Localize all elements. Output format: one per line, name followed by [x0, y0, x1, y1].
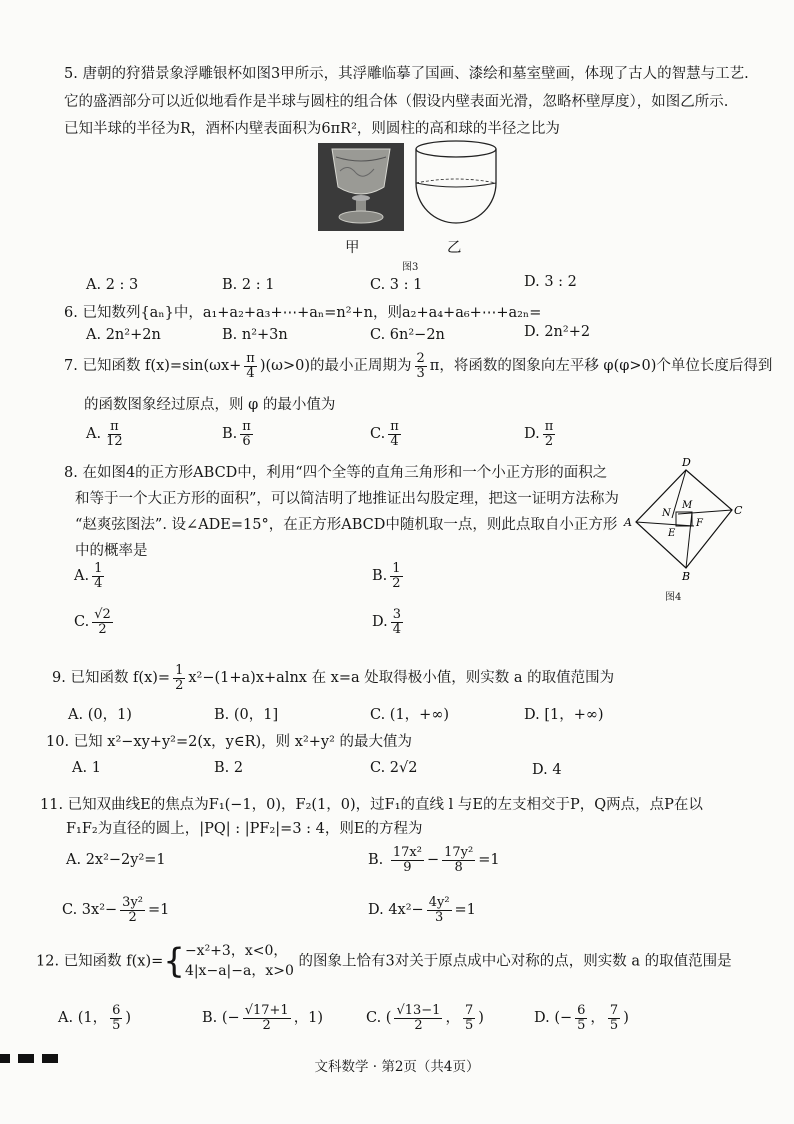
q11-line1: 11. 已知双曲线E的焦点为F₁(−1，0)，F₂(1，0)，过F₁的直线 l 与E的左支相交于P，Q两点，点P在以: [40, 797, 703, 813]
q10-option-d: D. 4: [532, 762, 562, 778]
q10-stem: 10. 已知 x²−xy+y²=2(x，y∈R)，则 x²+y² 的最大值为: [46, 734, 413, 750]
q7-number: 7.: [64, 358, 78, 375]
q10-option-b: B. 2: [214, 760, 244, 776]
q6-option-a: A. 2n²+2n: [86, 327, 161, 343]
figure4-zhao-shuang-diagram: [620, 456, 750, 584]
q5-line2: 它的盛酒部分可以近似地看作是半球与圆柱的组合体（假设内壁表面光滑，忽略杯壁厚度），如图乙所示.: [64, 94, 729, 110]
label-m: M: [682, 500, 693, 511]
q9-stem: 9. 已知函数 f(x)= $\frac{1}{2}$ x²−(1+a)x+alnx 在 x=a 处取得极小值，则实数 a 的取值范围为: [52, 663, 615, 693]
label-d: D: [682, 456, 691, 469]
q7-frac-pi-4: $\frac{\pi}{4}$: [246, 351, 255, 381]
q5-option-d: D. 3 : 2: [524, 274, 577, 290]
q7-option-b: B. $\frac{\pi}{6}$: [222, 419, 251, 449]
q12-option-d: D. (− $\frac{6}{5}$ ， $\frac{7}{5}$ ): [534, 1003, 629, 1033]
q12-option-b: B. (− $\frac{√17+1}{2}$ ，1): [202, 1003, 324, 1033]
q7-option-d: D. $\frac{\pi}{2}$: [524, 419, 554, 449]
q6-option-d: D. 2n²+2: [524, 324, 591, 340]
q5-option-b: B. 2 : 1: [222, 277, 275, 293]
q7-text-b: )(ω>0)的最小正周期为: [259, 358, 412, 375]
q8-line1: [64, 461, 607, 482]
label-jia: 甲: [345, 240, 360, 256]
q6-option-b: B. n²+3n: [222, 327, 288, 343]
q5-line3: 已知半球的半径为R，酒杯内壁表面积为6πR²，则圆柱的高和球的半径之比为: [64, 121, 560, 137]
q6-option-c: C. 6n²−2n: [370, 327, 445, 343]
q10-option-a: A. 1: [72, 760, 101, 776]
q12-option-a: A. (1， $\frac{6}{5}$ ): [58, 1003, 132, 1033]
q12-option-c: C. ( $\frac{√13-1}{2}$ ， $\frac{7}{5}$ ): [366, 1003, 484, 1033]
q12-piecewise: −x²+3，x<0， 4|x−a|−a，x>0: [184, 943, 294, 979]
q8-text-1: 在如图4的正方形ABCD中，利用“四个全等的直角三角形和一个小正方形的面积之: [82, 465, 608, 481]
label-c: C: [734, 504, 743, 517]
q9-option-a: A. (0，1): [68, 707, 132, 723]
q8-option-b: B. $\frac{1}{2}$: [372, 561, 401, 591]
q6-stem: [64, 301, 541, 322]
q8-line2: 和等于一个大正方形的面积”，可以简洁明了地推证出勾股定理，把这一证明方法称为: [75, 491, 619, 507]
q11-option-d: D. 4x²− $\frac{\text{4y²}}{3}$ =1: [368, 895, 476, 925]
q9-option-d: D. [1，+∞): [524, 707, 604, 723]
label-n: N: [662, 508, 671, 519]
q8-number: 8.: [64, 465, 78, 481]
q5-text-1: 唐朝的狩猎景象浮雕银杯如图3甲所示，其浮雕临摹了国画、漆绘和墓室壁画，体现了古人的智慧与工艺.: [82, 66, 749, 82]
label-b: B: [682, 570, 691, 583]
figure3-caption: 图3: [402, 262, 419, 273]
q5-option-a: A. 2 : 3: [86, 277, 139, 293]
q12-stem: 12. 已知函数 f(x)={ −x²+3，x<0， 4|x−a|−a，x>0 的图象上恰有3对关于原点成中心对称的点，则实数 a 的取值范围是: [36, 941, 732, 982]
label-e: E: [668, 528, 676, 539]
q11-number: 11.: [40, 797, 64, 813]
q7-stem: [64, 352, 772, 380]
q7-option-a: A. $\frac{\pi}{12}$: [86, 419, 123, 449]
label-yi: 乙: [447, 240, 462, 256]
label-f: F: [696, 518, 703, 529]
q8-option-c: C. $\frac{√2}{2}$: [74, 607, 111, 637]
label-a: A: [624, 516, 632, 529]
q9-number: 9.: [52, 670, 66, 687]
q9-option-c: C. (1，+∞): [370, 707, 450, 723]
figure4-caption: 图4: [665, 592, 682, 603]
q12-number: 12.: [36, 953, 60, 970]
q8-option-a: A. $\frac{1}{4}$: [74, 561, 103, 591]
cup-diagram-hemisphere-cylinder: [412, 137, 500, 233]
q11-option-a: A. 2x²−2y²=1: [66, 852, 166, 868]
q6-number: 6.: [64, 305, 78, 321]
q8-option-d: D. $\frac{3}{4}$: [372, 607, 401, 637]
page-footer: 文科数学 · 第2页（共4页）: [314, 1059, 480, 1075]
q9-option-b: B. (0，1]: [214, 707, 279, 723]
q5-line1: [64, 62, 749, 83]
q8-line3: “赵爽弦图法”. 设∠ADE=15°，在正方形ABCD中随机取一点，则此点取自小正方形: [75, 517, 618, 533]
q8-line4: 中的概率是: [75, 543, 148, 559]
q11-option-b: B. $\frac{\text{17x²}}{9}$ − $\frac{\text{17y²}}{8}$ =1: [368, 845, 500, 875]
silver-cup-photo: [318, 143, 404, 231]
q10-option-c: C. 2√2: [370, 760, 418, 776]
q7-frac-2-3: $\frac{2}{3}$: [416, 351, 425, 381]
q7-text-a: 已知函数 f(x)=sin(ωx+: [82, 358, 242, 375]
q5-number: 5.: [64, 66, 78, 82]
q11-option-c: C. 3x²− $\frac{\text{3y²}}{2}$ =1: [62, 895, 170, 925]
q7-line2: 的函数图象经过原点，则 φ 的最小值为: [84, 397, 336, 413]
q7-option-c: C. $\frac{\pi}{4}$: [370, 419, 399, 449]
q10-number: 10.: [46, 734, 70, 750]
q7-text-c: π，将函数的图象向左平移 φ(φ>0)个单位长度后得到: [429, 358, 773, 375]
q5-option-c: C. 3 : 1: [370, 277, 423, 293]
q6-text: 已知数列{aₙ}中，a₁+a₂+a₃+⋯+aₙ=n²+n，则a₂+a₄+a₆+⋯+a₂ₙ=: [82, 305, 542, 321]
q11-line2: F₁F₂为直径的圆上，|PQ| : |PF₂|=3 : 4，则E的方程为: [66, 821, 423, 837]
